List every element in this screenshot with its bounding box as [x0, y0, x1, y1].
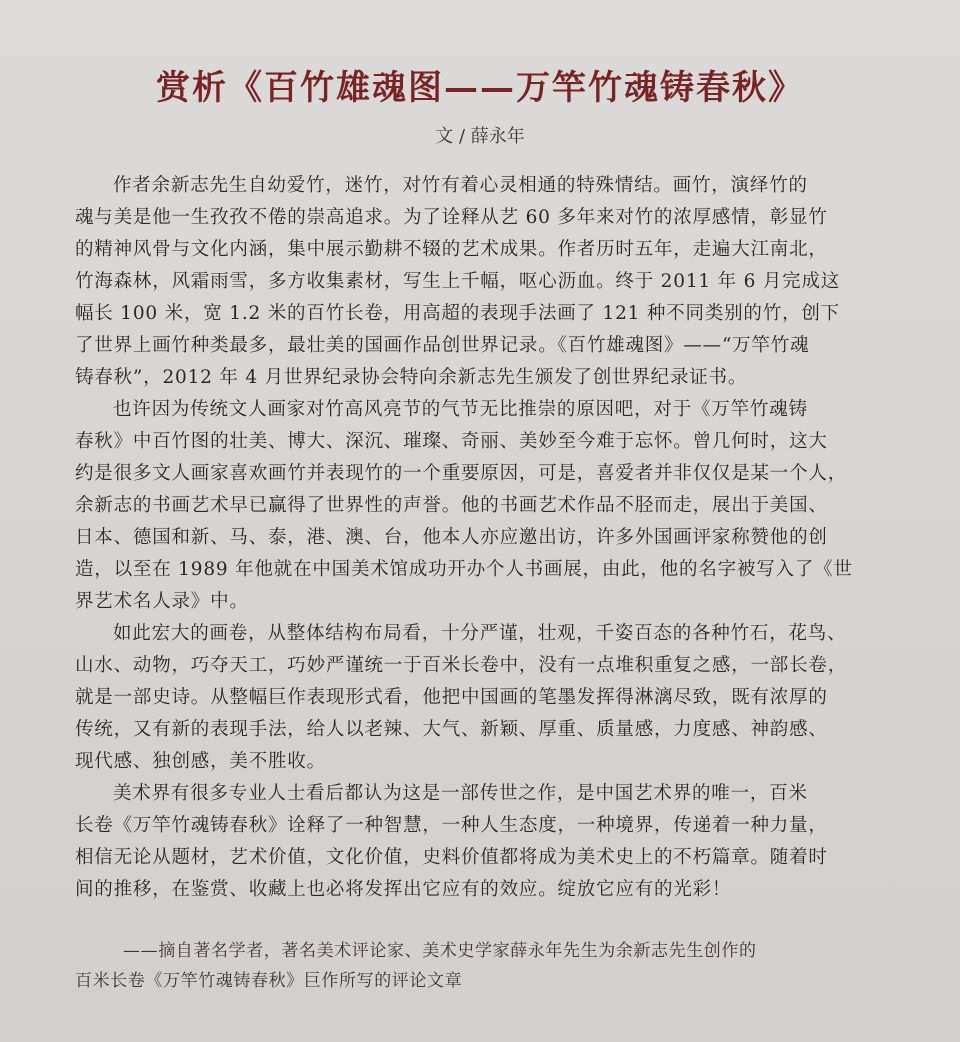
- paragraph-line: 长卷《万竿竹魂铸春秋》诠释了一种智慧，一种人生态度，一种境界，传递着一种力量，: [75, 815, 828, 836]
- paragraph-line: 间的推移，在鉴赏、收藏上也必将发挥出它应有的效应。绽放它应有的光彩！: [75, 879, 732, 900]
- paragraph-line: 就是一部史诗。从整幅巨作表现形式看，他把中国画的笔墨发挥得淋漓尽致，既有浓厚的: [75, 687, 828, 708]
- paragraph-line: 余新志的书画艺术早已赢得了世界性的声誉。他的书画艺术作品不胫而走，展出于美国、: [75, 495, 828, 516]
- paragraph-line: 也许因为传统文人画家对竹高风亮节的气节无比推崇的原因吧，对于《万竿竹魂铸: [113, 399, 808, 420]
- source-note-line: ——摘自著名学者，著名美术评论家、美术史学家薛永年先生为余新志先生创作的: [123, 941, 757, 961]
- author-byline: 文 / 薛永年: [435, 126, 525, 147]
- paragraph-line: 春秋》中百竹图的壮美、博大、深沉、璀璨、奇丽、美妙至今难于忘怀。曾几何时，这大: [75, 431, 828, 452]
- paragraph-line: 魂与美是他一生孜孜不倦的崇高追求。为了诠释从艺 60 多年来对竹的浓厚感情，彰显竹: [75, 207, 828, 228]
- paragraph-line: 铸春秋”，2012 年 4 月世界纪录协会特向余新志先生颁发了创世界纪录证书。: [75, 367, 748, 388]
- article-body: [75, 170, 925, 906]
- paragraph-line: 作者余新志先生自幼爱竹，迷竹，对竹有着心灵相通的特殊情结。画竹，演绎竹的: [113, 175, 808, 196]
- paragraph-line: 美术界有很多专业人士看后都认为这是一部传世之作，是中国艺术界的唯一，百米: [113, 783, 808, 804]
- paragraph-line: 了世界上画竹种类最多，最壮美的国画作品创世界记录。《百竹雄魂图》——“万竿竹魂: [75, 335, 810, 356]
- paragraph-line: 传统，又有新的表现手法，给人以老辣、大气、新颖、厚重、质量感，力度感、神韵感、: [75, 719, 828, 740]
- paragraph-line: 如此宏大的画卷，从整体结构布局看，十分严谨，壮观，千姿百态的各种竹石，花鸟、: [113, 623, 847, 644]
- paragraph-line: 相信无论从题材，艺术价值，文化价值，史料价值都将成为美术史上的不朽篇章。随着时: [75, 847, 828, 868]
- paragraph-line: 约是很多文人画家喜欢画竹并表现竹的一个重要原因，可是，喜爱者并非仅仅是某一个人，: [75, 463, 848, 484]
- paragraph-2: [75, 394, 925, 618]
- paragraph-4: [75, 778, 925, 906]
- paragraph-line: 山水、动物，巧夺天工，巧妙严谨统一于百米长卷中，没有一点堆积重复之感，一部长卷，: [75, 655, 848, 676]
- source-note: [75, 936, 925, 996]
- paragraph-line: 现代感、独创感，美不胜收。: [75, 751, 326, 772]
- paragraph-line: 的精神风骨与文化内涵，集中展示勤耕不辍的艺术成果。作者历时五年，走遍大江南北，: [75, 239, 828, 260]
- paragraph-line: 幅长 100 米，宽 1.2 米的百竹长卷，用高超的表现手法画了 121 种不同类别的竹，创下: [75, 303, 840, 324]
- source-note-line: 百米长卷《万竿竹魂铸春秋》巨作所写的评论文章: [75, 971, 463, 991]
- paragraph-line: 界艺术名人录》中。: [75, 591, 249, 612]
- paragraph-line: 竹海森林，风霜雨雪，多方收集素材，写生上千幅，呕心沥血。终于 2011 年 6 月完成这: [75, 271, 841, 292]
- page-title: 赏析《百竹雄魂图——万竿竹魂铸春秋》: [156, 68, 804, 108]
- paragraph-line: 日本、德国和新、马、泰，港、澳、台，他本人亦应邀出访，许多外国画评家称赞他的创: [75, 527, 828, 548]
- paragraph-1: [75, 170, 925, 394]
- paragraph-line: 造，以至在 1989 年他就在中国美术馆成功开办个人书画展，由此，他的名字被写入了《世: [75, 559, 853, 580]
- paragraph-3: [75, 618, 925, 778]
